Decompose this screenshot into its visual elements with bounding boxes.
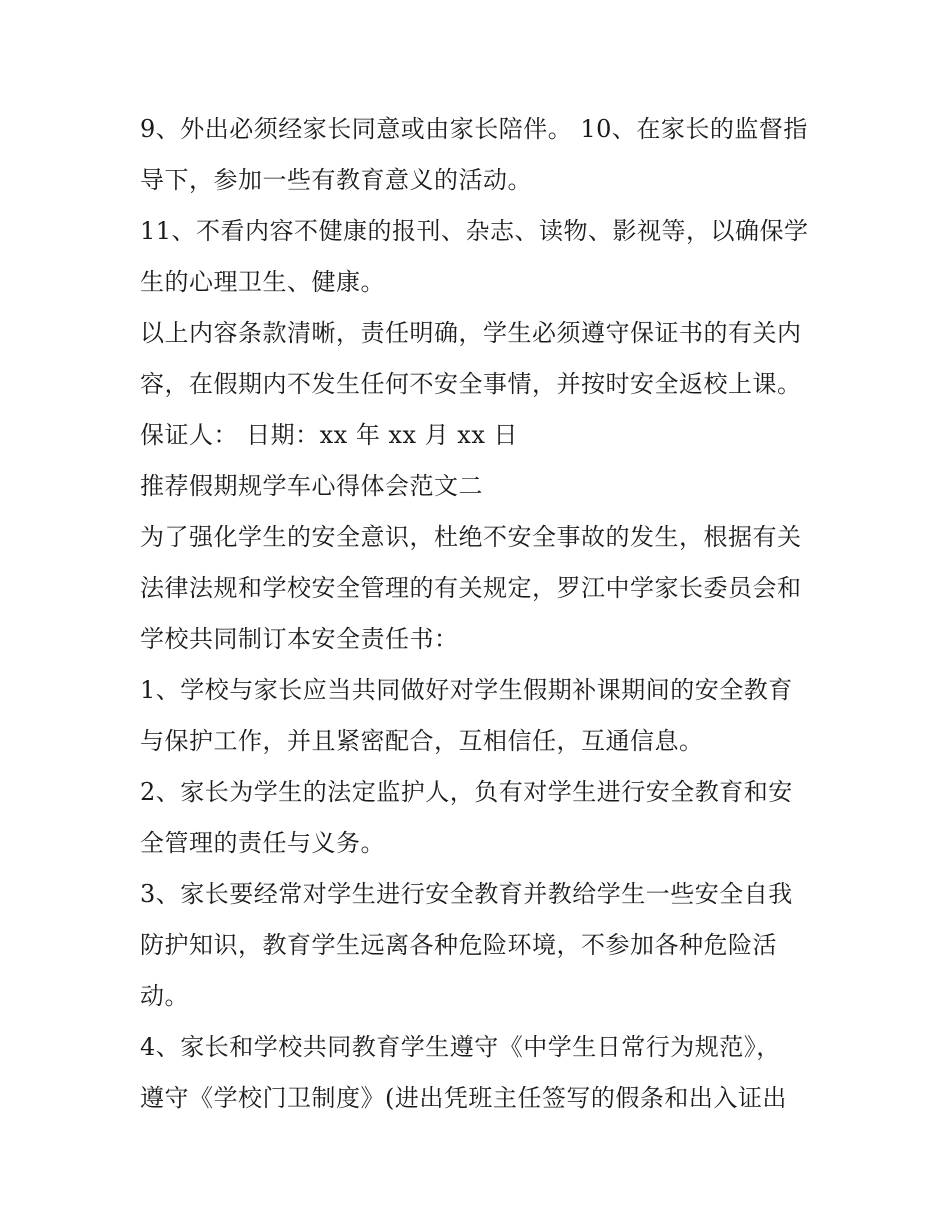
text-line: 法律法规和学校安全管理的有关规定，罗江中学家长委员会和 (140, 574, 802, 602)
text-line: 导下，参加一些有教育意义的活动。 (140, 166, 532, 194)
text-line: 以上内容条款清晰，责任明确，学生必须遵守保证书的有关内 (140, 319, 802, 347)
text-line: 学校共同制订本安全责任书： (140, 625, 459, 653)
text-line: 遵守《学校门卫制度》(进出凭班主任签写的假条和出入证出 (140, 1084, 787, 1112)
text-line: 11、不看内容不健康的报刊、杂志、读物、影视等，以确保学 (140, 217, 809, 245)
text-line: 生的心理卫生、健康。 (140, 268, 385, 296)
text-line: 与保护工作，并且紧密配合，互相信任，互通信息。 (140, 727, 704, 755)
text-line: 4、家长和学校共同教育学生遵守《中学生日常行为规范》， (140, 1033, 781, 1061)
text-line: 1、学校与家长应当共同做好对学生假期补课期间的安全教育 (140, 676, 793, 704)
text-line: 保证人： 日期：xx 年 xx 月 xx 日 (140, 421, 518, 449)
text-line: 9、外出必须经家长同意或由家长陪伴。 10、在家长的监督指 (140, 115, 808, 143)
text-line: 为了强化学生的安全意识，杜绝不安全事故的发生，根据有关 (140, 523, 802, 551)
text-line: 动。 (140, 982, 189, 1010)
section-heading: 推荐假期规学车心得体会范文二 (140, 472, 483, 500)
text-line: 全管理的责任与义务。 (140, 829, 385, 857)
text-line: 防护知识，教育学生远离各种危险环境，不参加各种危险活 (140, 931, 777, 959)
text-line: 2、家长为学生的法定监护人，负有对学生进行安全教育和安 (140, 778, 793, 806)
text-line: 3、家长要经常对学生进行安全教育并教给学生一些安全自我 (140, 880, 793, 908)
document-body (140, 104, 830, 1124)
text-line: 容，在假期内不发生任何不安全事情，并按时安全返校上课。 (140, 370, 802, 398)
